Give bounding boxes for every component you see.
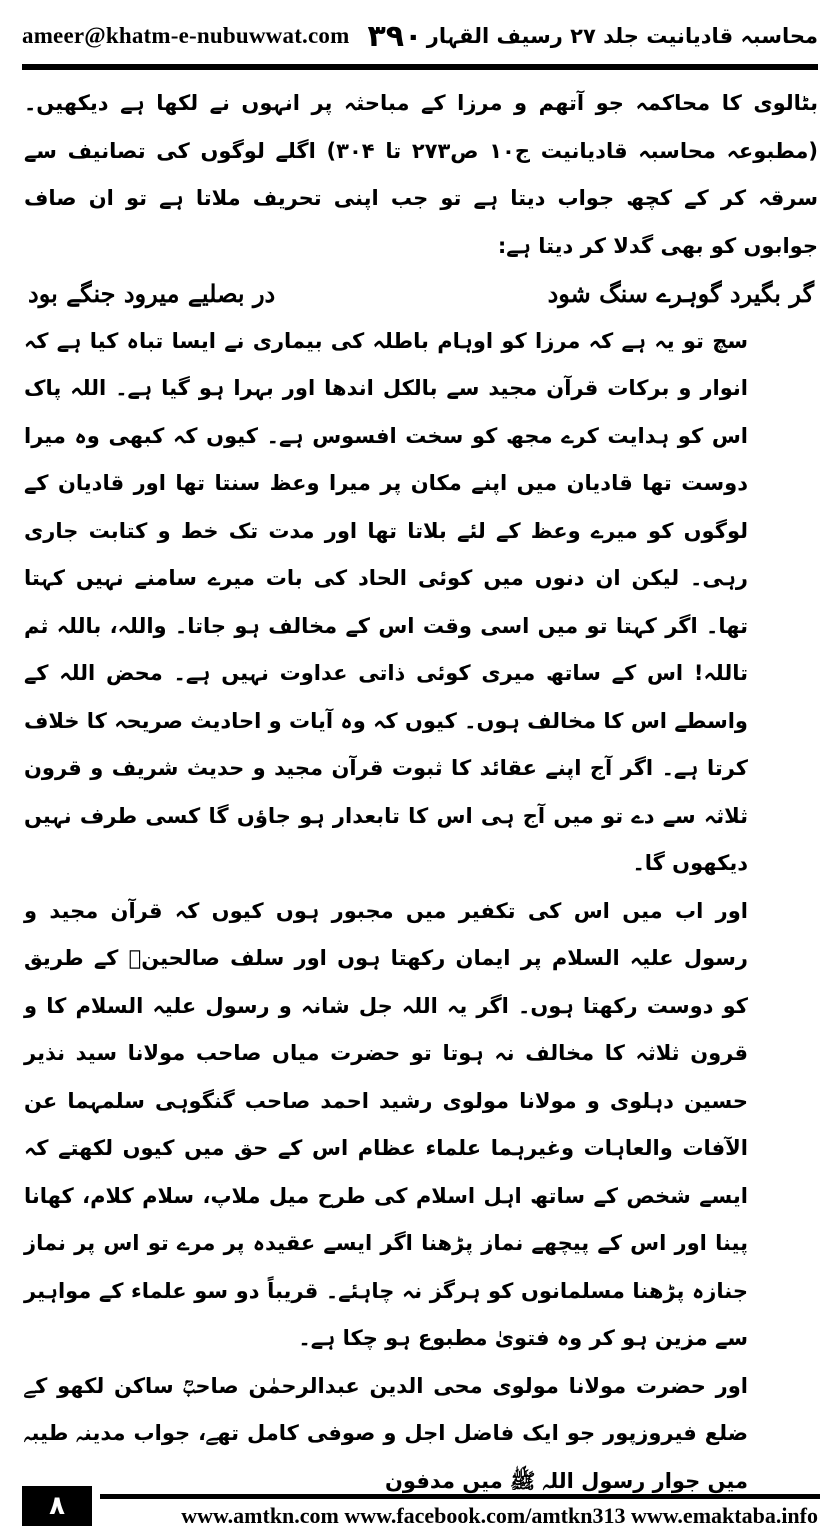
- persian-verse: [24, 270, 818, 318]
- page-header: [22, 14, 818, 58]
- footer-links: www.amtkn.com www.facebook.com/amtkn313 www.emaktaba.info: [181, 1503, 818, 1528]
- page-body: [24, 80, 818, 1505]
- header-book-title: محاسبہ قادیانیت جلد ۲۷ رسیف القہار: [426, 24, 818, 48]
- header-divider: [22, 64, 818, 70]
- header-page-number: ٣٩٠: [367, 18, 423, 54]
- footer-page-number: ٨: [22, 1486, 92, 1526]
- header-left-group: [22, 19, 422, 54]
- paragraph-3: اور اب میں اس کی تکفیر میں مجبور ہوں کیوں کہ قرآن مجید و رسول علیہ السلام پر ایمان رکھتا ہوں اور سلف صالحینؒ کے طریق کو دوست رکھتا ہوں۔ اگر یہ اللہ جل شانہ و رسول علیہ السلام کا و قرون ثلاثہ کا مخالف نہ ہوتا تو حضرت میاں صاحب مولانا سید نذیر حسین دہلوی و مولانا مولوی رشید احمد صاحب گنگوہی سلمہما عن الآفات والعاہات وغیرہما علماء عظام اس کے حق میں کیوں لکھتے کہ ایسے شخص کے ساتھ اہل اسلام کی طرح میل ملاپ، سلام کلام، کھانا پینا اور اس کے پیچھے نماز پڑھنا اگر ایسے عقیدہ پر مرے تو اس پر نماز جنازہ پڑھنا مسلمانوں کو ہرگز نہ چاہئے۔ قریباً دو سو علماء کے مواہیر سے مزین ہو کر وہ فتویٰ مطبوع ہو چکا ہے۔: [24, 898, 748, 1350]
- paragraph-2: سچ تو یہ ہے کہ مرزا کو اوہام باطلہ کی بیماری نے ایسا تباہ کیا ہے کہ انوار و برکات قرآن مجید سے بالکل اندھا اور بہرا ہو گیا ہے۔ اللہ پاک اس کو ہدایت کرے مجھ کو سخت افسوس ہے۔ کیوں کہ کبھی وہ میرا دوست تھا قادیان میں اپنے مکان پر میرا وعظ سنتا تھا اور قادیان کے لوگوں کو میرے وعظ کے لئے بلاتا تھا اور مدت تک خط و کتابت جاری رہی۔ لیکن ان دنوں میں کوئی الحاد کی بات میرے سامنے نہیں کہتا تھا۔ اگر کہتا تو میں اسی وقت اس کے مخالف ہو جاتا۔ واللہ، باللہ ثم تاللہ! اس کے ساتھ میری کوئی ذاتی عداوت نہیں ہے۔ محض اللہ کے واسطے اس کا مخالف ہوں۔ کیوں کہ وہ آیات و احادیث صریحہ کا خلاف کرتا ہے۔ اگر آج اپنے عقائد کا ثبوت قرآن مجید و حدیث شریف و قرون ثلاثہ سے دے تو میں آج ہی اس کا تابعدار ہو جاؤں گا کسی طرف نہیں دیکھوں گا۔: [24, 328, 748, 875]
- paragraph-1: بٹالوی کا محاکمہ جو آتھم و مرزا کے مباحثہ پر انہوں نے لکھا ہے دیکھیں۔ (مطبوعہ محاسبہ قادیانیت ج۱۰ ص۲۷۳ تا ۳۰۴) اگلے لوگوں کی تصانیف سے سرقہ کر کے کچھ جواب دیتا ہے تو جب اپنی تحریف ملاتا ہے تو ان صاف جوابوں کو بھی گدلا کر دیتا ہے:: [24, 91, 819, 258]
- verse-hemistich-2: در بصلیے میرود جنگے بود: [28, 279, 276, 308]
- footer-divider: [100, 1494, 820, 1499]
- paragraph-4: اور حضرت مولانا مولوی محی الدین عبدالرحمٰن صاحبؒ ساکن لکھو کے ضلع فیروزپور جو ایک فاضل اجل و صوفی کامل تھے، جواب مدینہ طیبہ میں جوار رسول اللہ ﷺ میں مدفون: [24, 1373, 748, 1493]
- verse-hemistich-1: گر بگیرد گوہرے سنگ شود: [547, 279, 814, 308]
- header-email: ameer@khatm-e-nubuwwat.com: [22, 23, 350, 48]
